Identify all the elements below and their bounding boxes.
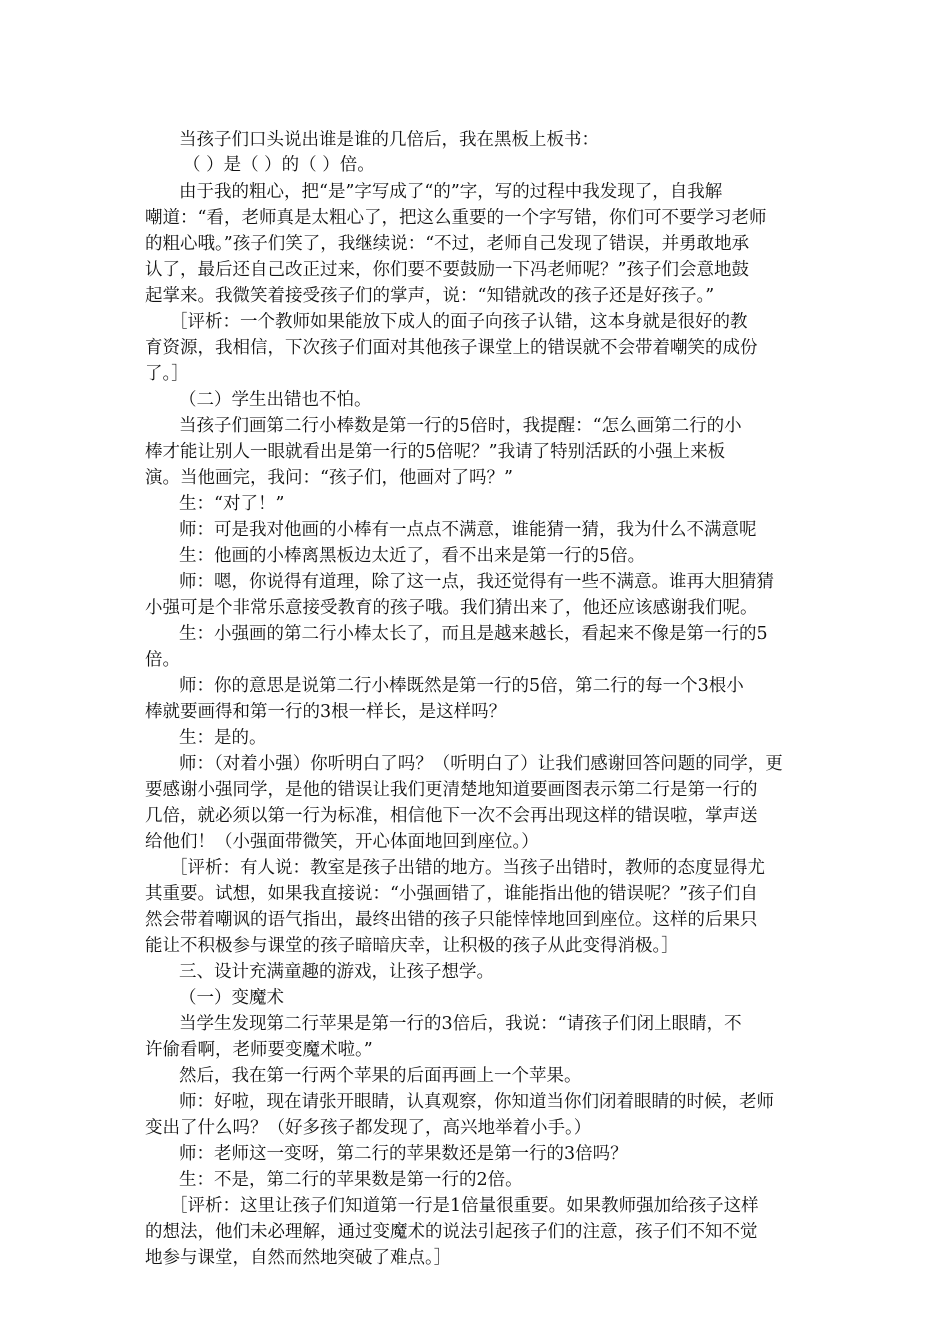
text-line: 师：你的意思是说第二行小棒既然是第一行的5倍，第二行的每一个3根小 — [179, 676, 744, 696]
text-line: 由于我的粗心，把“是”字写成了“的”字，写的过程中我发现了，自我解 — [179, 182, 723, 202]
text-line: 然会带着嘲讽的语气指出，最终出错的孩子只能悻悻地回到座位。这样的后果只 — [145, 910, 758, 930]
text-line: 起掌来。我微笑着接受孩子们的掌声，说：“知错就改的孩子还是好孩子。” — [145, 286, 715, 306]
text-line: 嘲道：“看，老师真是太粗心了，把这么重要的一个字写错，你们可不要学习老师 — [145, 208, 767, 228]
text-line: 地参与课堂，自然而然地突破了难点。］ — [145, 1248, 452, 1268]
text-line: ［评析：这里让孩子们知道第一行是1倍量很重要。如果教师强加给孩子这样 — [170, 1196, 759, 1216]
text-line: 师：（对着小强）你听明白了吗？（听明白了）让我们感谢回答问题的同学，更 — [179, 754, 783, 774]
text-line: 棒就要画得和第一行的3根一样长，是这样吗？ — [145, 702, 507, 722]
text-line: 生：“对了！” — [179, 494, 285, 514]
text-line: 给他们！（小强面带微笑，开心体面地回到座位。） — [145, 832, 539, 852]
text-line: ［评析：有人说：教室是孩子出错的地方。当孩子出错时，教师的态度显得尤 — [170, 858, 765, 878]
text-line: 育资源，我相信，下次孩子们面对其他孩子课堂上的错误就不会带着嘲笑的成份 — [145, 338, 758, 358]
text-line: 师：老师这一变呀，第二行的苹果数还是第一行的3倍吗？ — [179, 1144, 628, 1164]
section-heading: 三、设计充满童趣的游戏，让孩子想学。 — [179, 962, 494, 982]
text-line: 生：小强画的第二行小棒太长了，而且是越来越长，看起来不像是第一行的5 — [179, 624, 768, 644]
text-line: 生：是的。 — [179, 728, 267, 748]
section-heading: （一）变魔术 — [179, 988, 284, 1008]
text-line: 小强可是个非常乐意接受教育的孩子哦。我们猜出来了，他还应该感谢我们呢。 — [145, 598, 758, 618]
text-line: 生：不是，第二行的苹果数是第一行的2倍。 — [179, 1170, 523, 1190]
text-line: 其重要。试想，如果我直接说：“小强画错了，谁能指出他的错误呢？”孩子们自 — [145, 884, 758, 904]
text-line: （ ）是（ ）的（ ）倍。 — [183, 155, 375, 175]
text-line: 棒才能让别人一眼就看出是第一行的5倍呢？”我请了特别活跃的小强上来板 — [145, 442, 726, 462]
text-line: 许偷看啊，老师要变魔术啦。” — [145, 1040, 373, 1060]
text-line: ［评析：一个教师如果能放下成人的面子向孩子认错，这本身就是很好的教 — [170, 312, 748, 332]
text-line: 演。当他画完，我问：“孩子们，他画对了吗？” — [145, 468, 513, 488]
text-line: 要感谢小强同学，是他的错误让我们更清楚地知道要画图表示第二行是第一行的 — [145, 780, 758, 800]
text-line: 当孩子们画第二行小棒数是第一行的5倍时，我提醒：“怎么画第二行的小 — [179, 416, 742, 436]
text-line: 师：嗯，你说得有道理，除了这一点，我还觉得有一些不满意。谁再大胆猜猜 — [179, 572, 774, 592]
text-line: 了。］ — [145, 364, 189, 384]
text-line: 变出了什么吗？（好多孩子都发现了，高兴地举着小手。） — [145, 1118, 592, 1138]
text-line: 的粗心哦。”孩子们笑了，我继续说：“不过，老师自己发现了错误，并勇敢地承 — [145, 234, 750, 254]
text-line: 师：好啦，现在请张开眼睛，认真观察，你知道当你们闭着眼睛的时候，老师 — [179, 1092, 774, 1112]
text-line: 当学生发现第二行苹果是第一行的3倍后，我说：“请孩子们闭上眼睛，不 — [179, 1014, 742, 1034]
text-line: 认了，最后还自己改正过来，你们要不要鼓励一下冯老师呢？”孩子们会意地鼓 — [145, 260, 749, 280]
text-line: 然后，我在第一行两个苹果的后面再画上一个苹果。 — [179, 1066, 582, 1086]
text-line: 的想法，他们未必理解，通过变魔术的说法引起孩子们的注意，孩子们不知不觉 — [145, 1222, 758, 1242]
text-line: 生：他画的小棒离黑板边太近了，看不出来是第一行的5倍。 — [179, 546, 646, 566]
text-line: 师：可是我对他画的小棒有一点点不满意，谁能猜一猜，我为什么不满意呢 — [179, 520, 757, 540]
text-line: 能让不积极参与课堂的孩子暗暗庆幸，让积极的孩子从此变得消极。］ — [145, 936, 679, 956]
text-line: 当孩子们口头说出谁是谁的几倍后，我在黑板上板书： — [179, 130, 599, 150]
section-heading: （二）学生出错也不怕。 — [179, 390, 372, 410]
text-line: 几倍，就必须以第一行为标准，相信他下一次不会再出现这样的错误啦，掌声送 — [145, 806, 758, 826]
text-line: 倍。 — [145, 650, 180, 670]
